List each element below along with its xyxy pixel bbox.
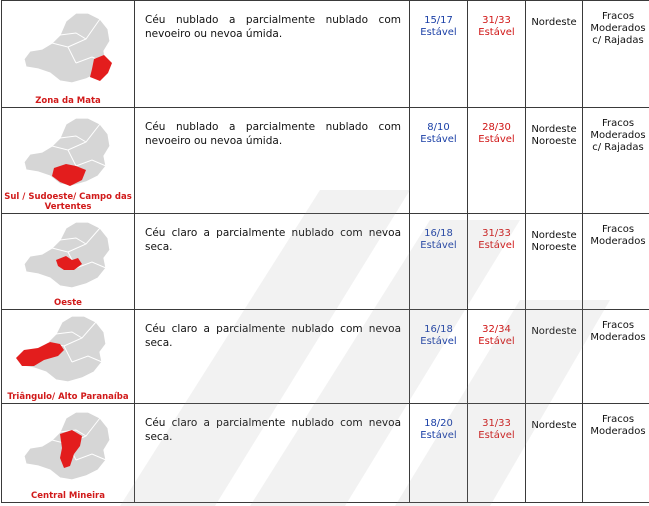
wind-line: Nordeste (531, 124, 577, 135)
max-temp-value: 32/34 (482, 324, 511, 335)
table-row (2, 404, 649, 503)
region-map-triangulo (12, 316, 124, 388)
region-map-central-mineira (16, 410, 120, 484)
region-name: Central Mineira (31, 491, 105, 501)
wind-line: Nordeste (531, 230, 577, 241)
intensity-line: c/ Rajadas (592, 142, 644, 153)
intensity-line: Fracos (601, 118, 635, 129)
table-row (2, 108, 649, 214)
intensity-line: Moderados (590, 130, 646, 141)
description: Céu claro a parcialmente nublado com nevoa seca. (135, 310, 410, 404)
min-temp-trend: Estável (420, 430, 457, 441)
max-temp-value: 31/33 (482, 228, 511, 239)
wind-line: Noroeste (531, 136, 577, 147)
max-temp-trend: Estável (478, 336, 515, 347)
region-name: Oeste (54, 298, 82, 308)
max-temperature (468, 214, 526, 310)
wind-intensity (583, 214, 649, 310)
min-temp-value: 16/18 (424, 324, 453, 335)
description: Céu nublado a parcialmente nublado com nevoeiro ou nevoa úmida. (135, 1, 410, 108)
min-temperature (410, 310, 468, 404)
region-cell (2, 1, 135, 108)
region-cell (2, 404, 135, 503)
region-cell (2, 214, 135, 310)
wind-direction (526, 214, 583, 310)
max-temp-trend: Estável (478, 27, 515, 38)
wind-intensity (583, 404, 649, 503)
min-temp-value: 15/17 (424, 15, 453, 26)
wind-line: Noroeste (531, 242, 577, 253)
min-temp-value: 8/10 (427, 122, 450, 133)
region-name: Zona da Mata (35, 96, 101, 106)
max-temp-value: 31/33 (482, 418, 511, 429)
intensity-line: c/ Rajadas (592, 35, 644, 46)
forecast-table (1, 0, 649, 503)
region-name: Sul / Sudoeste/ Campo das Vertentes (4, 192, 132, 212)
max-temperature (468, 108, 526, 214)
description: Céu claro a parcialmente nublado com nevoa seca. (135, 404, 410, 503)
min-temp-value: 16/18 (424, 228, 453, 239)
max-temp-value: 31/33 (482, 15, 511, 26)
wind-direction (526, 404, 583, 503)
region-map-zona-da-mata (16, 7, 120, 87)
max-temperature (468, 404, 526, 503)
wind-direction (526, 108, 583, 214)
wind-direction (526, 310, 583, 404)
intensity-line: Fracos (601, 414, 635, 425)
min-temperature (410, 404, 468, 503)
max-temp-value: 28/30 (482, 122, 511, 133)
wind-line: Nordeste (531, 420, 577, 431)
min-temp-trend: Estável (420, 240, 457, 251)
region-cell (2, 310, 135, 404)
intensity-line: Moderados (590, 236, 646, 247)
wind-line: Nordeste (531, 326, 577, 337)
max-temp-trend: Estável (478, 430, 515, 441)
max-temperature (468, 1, 526, 108)
min-temp-trend: Estável (420, 336, 457, 347)
description: Céu claro a parcialmente nublado com nevoa seca. (135, 214, 410, 310)
table-row (2, 1, 649, 108)
region-map-oeste (16, 220, 120, 292)
wind-intensity (583, 108, 649, 214)
min-temp-trend: Estável (420, 27, 457, 38)
intensity-line: Moderados (590, 426, 646, 437)
region-map-sul-sudoeste (16, 114, 120, 190)
min-temp-value: 18/20 (424, 418, 453, 429)
max-temp-trend: Estável (478, 134, 515, 145)
wind-line: Nordeste (531, 17, 577, 28)
intensity-line: Fracos (601, 11, 635, 22)
max-temp-trend: Estável (478, 240, 515, 251)
intensity-line: Fracos (601, 320, 635, 331)
description: Céu nublado a parcialmente nublado com nevoeiro ou nevoa úmida. (135, 108, 410, 214)
intensity-line: Moderados (590, 23, 646, 34)
wind-intensity (583, 310, 649, 404)
region-cell (2, 108, 135, 214)
region-name: Triângulo/ Alto Paranaíba (7, 392, 129, 402)
min-temp-trend: Estável (420, 134, 457, 145)
max-temperature (468, 310, 526, 404)
min-temperature (410, 214, 468, 310)
intensity-line: Moderados (590, 332, 646, 343)
intensity-line: Fracos (601, 224, 635, 235)
table-row (2, 214, 649, 310)
table-row (2, 310, 649, 404)
wind-direction (526, 1, 583, 108)
min-temperature (410, 1, 468, 108)
min-temperature (410, 108, 468, 214)
wind-intensity (583, 1, 649, 108)
